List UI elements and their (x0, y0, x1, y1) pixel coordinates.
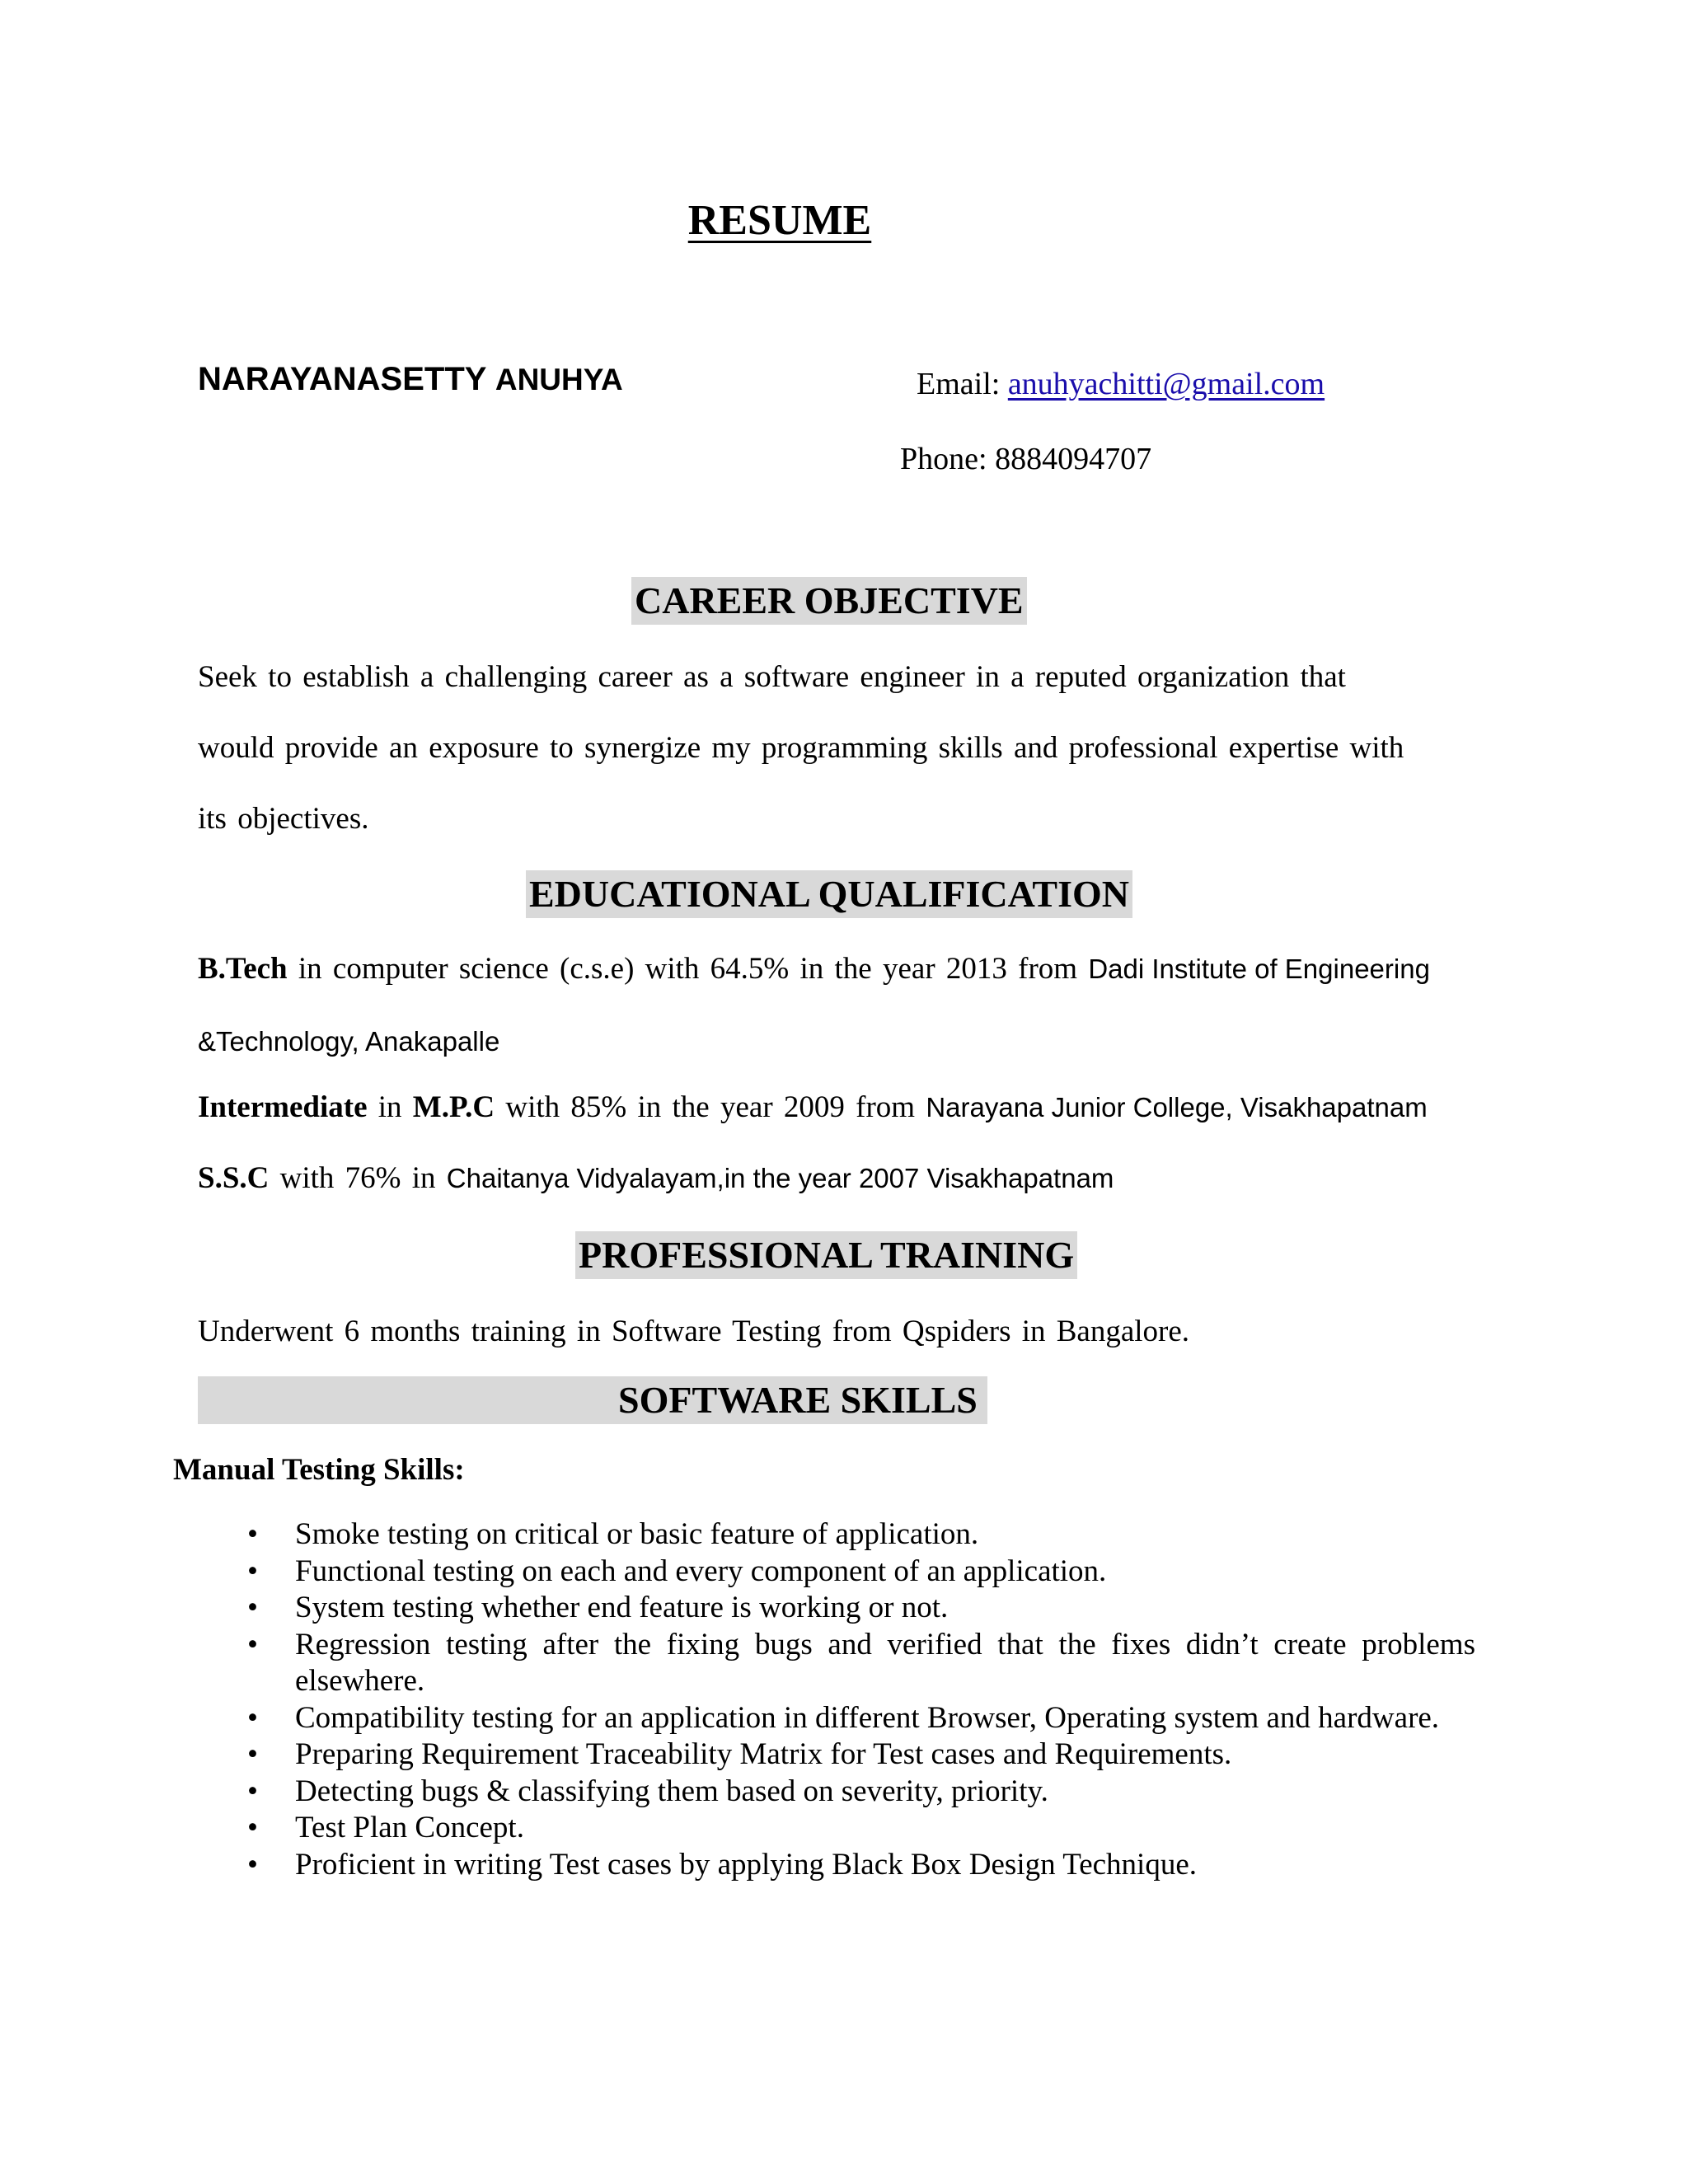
ssc-institute: Chaitanya Vidyalayam,in the year 2007 Visakhapatnam (446, 1163, 1114, 1193)
btech-institute-cont: &Technology, Anakapalle (198, 1026, 500, 1057)
education-heading: EDUCATIONAL QUALIFICATION (526, 870, 1132, 918)
email-line (917, 366, 1325, 402)
email-link[interactable]: anuhyachitti@gmail.com (1007, 367, 1325, 401)
intermediate-stream: M.P.C (412, 1090, 495, 1124)
btech-detail: in computer science (c.s.e) with 64.5% in the year 2013 from (287, 952, 1089, 986)
intermediate-in: in (367, 1090, 413, 1124)
intermediate-degree: Intermediate (198, 1090, 368, 1124)
education-btech-cont (198, 1024, 499, 1059)
candidate-first-name: NARAYANASETTY (198, 361, 486, 397)
phone-label: Phone: (900, 442, 987, 476)
btech-degree: B.Tech (198, 952, 288, 986)
ssc-degree: S.S.C (198, 1161, 270, 1195)
training-heading: PROFESSIONAL TRAINING (575, 1231, 1077, 1279)
education-intermediate (198, 1090, 1428, 1125)
btech-institute: Dadi Institute of Engineering (1088, 954, 1430, 984)
manual-testing-list (247, 1516, 1475, 1883)
page-title: RESUME (687, 197, 872, 244)
phone-number: 8884094707 (995, 442, 1152, 476)
software-skills-heading: SOFTWARE SKILLS (618, 1379, 978, 1421)
phone-line (900, 441, 1151, 477)
career-objective-heading: CAREER OBJECTIVE (631, 577, 1027, 625)
list-item: • System testing whether end feature is working or not. (247, 1590, 1475, 1627)
list-item: • Detecting bugs & classifying them based on severity, priority. (247, 1774, 1475, 1811)
intermediate-institute: Narayana Junior College, Visakhapatnam (926, 1092, 1428, 1122)
list-item: • Regression testing after the fixing bugs and verified that the fixes didn’t create problems elsewhere. (247, 1627, 1475, 1700)
training-text: Underwent 6 months training in Software Testing from Qspiders in Bangalore. (198, 1315, 1190, 1348)
education-btech (198, 951, 1430, 987)
list-item: • Proficient in writing Test cases by applying Black Box Design Technique. (247, 1847, 1475, 1884)
objective-line-2: would provide an exposure to synergize my programming skills and professional expertise with (198, 731, 1404, 765)
objective-line-1: Seek to establish a challenging career as a software engineer in a reputed organization that (198, 660, 1346, 694)
candidate-name (198, 361, 623, 398)
manual-testing-heading: Manual Testing Skills: (173, 1453, 465, 1487)
list-item: • Smoke testing on critical or basic feature of application. (247, 1516, 1475, 1554)
email-label: Email: (917, 367, 1001, 401)
list-item: • Test Plan Concept. (247, 1810, 1475, 1847)
intermediate-detail: with 85% in the year 2009 from (495, 1090, 926, 1124)
candidate-last-name: ANUHYA (495, 363, 623, 396)
list-item: • Compatibility testing for an application in different Browser, Operating system and hardware. (247, 1700, 1475, 1737)
list-item: • Preparing Requirement Traceability Matrix for Test cases and Requirements. (247, 1736, 1475, 1774)
ssc-detail: with 76% in (269, 1161, 447, 1195)
education-ssc (198, 1160, 1114, 1196)
objective-line-3: its objectives. (198, 802, 369, 836)
list-item: • Functional testing on each and every component of an application. (247, 1554, 1475, 1591)
